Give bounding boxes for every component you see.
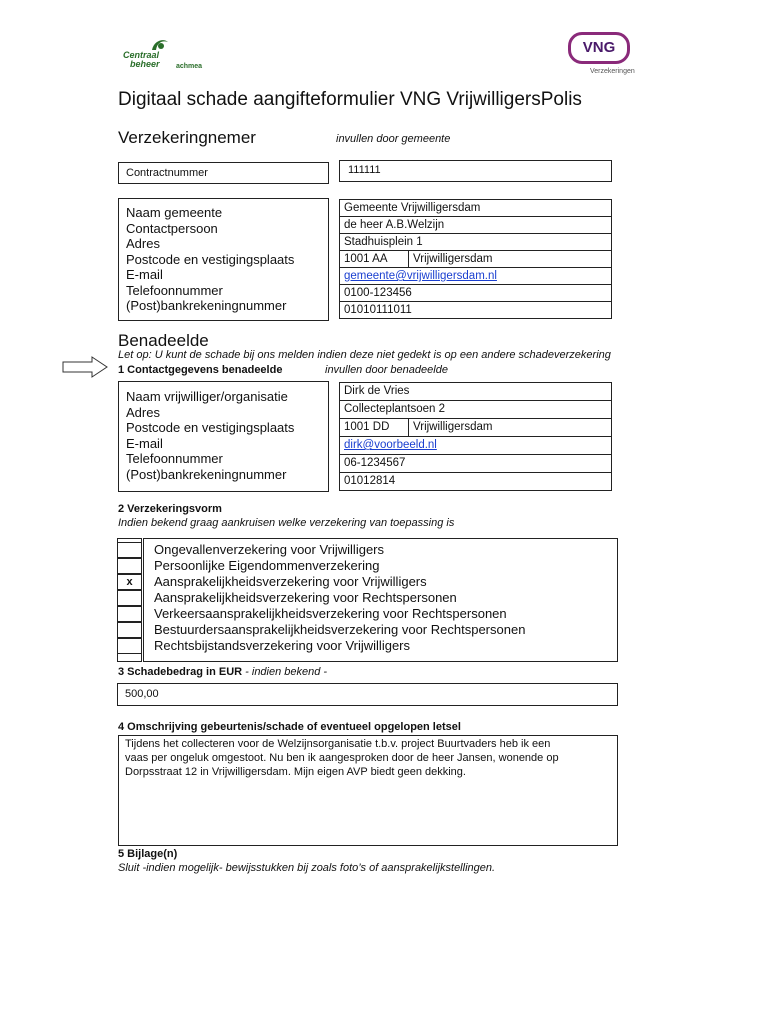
bijlage-heading: 5 Bijlage(n) [118,848,178,860]
omschrijving-line: Tijdens het collecteren voor de Welzijnsorganisatie t.b.v. project Buurtvaders heb ik een [125,738,551,750]
contact-subheading: 1 Contactgegevens benadeelde [118,364,283,376]
adres-field[interactable]: Stadhuisplein 1 [339,233,612,251]
email-field[interactable] [339,267,612,285]
logo-text-line2: beheer [130,59,160,69]
option-label: Rechtsbijstandsverzekering voor Vrijwilligers [154,638,411,653]
option-checkbox[interactable] [117,622,142,638]
schadebedrag-title: 3 Schadebedrag in EUR [118,666,243,678]
telefoon-field[interactable]: 06-1234567 [339,454,612,473]
label-naam-gemeente: Naam gemeente [126,205,223,220]
contract-label: Contractnummer [126,167,208,179]
option-checkbox[interactable] [117,590,142,606]
contract-number-field[interactable] [339,160,612,182]
naam-vrijwilliger-field[interactable]: Dirk de Vries [339,382,612,401]
plaats-field[interactable]: Vrijwilligersdam [408,250,612,268]
option-row[interactable] [117,590,618,606]
option-checkbox[interactable] [117,606,142,622]
section-note: invullen door gemeente [336,133,451,145]
option-label: Verkeersaansprakelijkheidsverzekering voor Rechtspersonen [154,606,507,621]
label-naam-vrijwilliger: Naam vrijwilliger/organisatie [126,389,288,404]
option-row[interactable] [117,574,618,590]
label-email: E-mail [126,435,163,451]
option-label: Persoonlijke Eigendommenverzekering [154,558,380,573]
label-postcode: Postcode en vestigingsplaats [126,420,295,435]
label-adres: Adres [126,404,160,420]
logo-text-line1: Centraal [123,50,160,60]
benadeelde-labels-box [118,381,329,492]
label-adres: Adres [126,236,160,251]
option-row[interactable] [117,542,618,558]
vng-name: VNG [582,39,616,56]
option-checkbox[interactable]: x [117,574,142,590]
contract-label-box [118,162,329,184]
contactpersoon-field[interactable]: de heer A.B.Welzijn [339,216,612,234]
verzekeringsvorm-heading: 2 Verzekeringsvorm [118,503,222,515]
bankrekening-field[interactable]: 01012814 [339,472,612,491]
vng-badge [568,32,630,64]
label-contactpersoon: Contactpersoon [126,220,218,236]
label-bankrekening: (Post)bankrekeningnummer [126,466,287,482]
centraal-beheer-logo [118,38,218,74]
option-label: Bestuurdersaansprakelijkheidsverzekering voor Rechtspersonen [154,622,526,637]
telefoon-field[interactable]: 0100-123456 [339,284,612,302]
page-title: Digitaal schade aangifteformulier VNG VrijwilligersPolis [118,89,582,110]
omschrijving-line: vaas per ongeluk omgestoot. Nu ben ik aangesproken door de heer Jansen, wonende op [125,752,559,764]
bankrekening-field[interactable]: 01010111011 [339,301,612,319]
label-telefoon: Telefoonnummer [126,451,223,466]
omschrijving-textarea[interactable] [118,735,618,846]
email-link[interactable]: dirk@voorbeeld.nl [344,439,437,451]
email-link[interactable]: gemeente@vrijwilligersdam.nl [344,270,497,282]
adres-field[interactable]: Collecteplantsoen 2 [339,400,612,419]
omschrijving-heading: 4 Omschrijving gebeurtenis/schade of eventueel opgelopen letsel [118,721,461,733]
schadebedrag-heading [118,666,327,678]
verzekeringnemer-labels-box [118,198,329,321]
option-row[interactable] [117,558,618,574]
verzekeringsvorm-note: Indien bekend graag aankruisen welke verzekering van toepassing is [118,517,455,529]
postcode-field[interactable]: 1001 AA [339,250,409,268]
bijlage-note: Sluit -indien mogelijk- bewijsstukken bij zoals foto’s of aansprakelijkstellingen. [118,862,496,874]
omschrijving-line: Dorpsstraat 12 in Vrijwilligersdam. Mijn eigen AVP biedt geen dekking. [125,766,466,778]
option-label: Aansprakelijkheidsverzekering voor Vrijwilligers [154,574,427,589]
achmea-text: achmea [176,63,203,70]
schadebedrag-field[interactable] [117,683,618,706]
label-email: E-mail [126,267,163,282]
schadebedrag-note: - indien bekend - [245,666,328,678]
option-checkbox[interactable] [117,638,142,654]
option-row[interactable] [117,622,618,638]
option-row[interactable] [117,606,618,622]
vng-subtitle: Verzekeringen [590,68,635,75]
schadebedrag-value: 500,00 [125,688,159,700]
option-label: Ongevallenverzekering voor Vrijwilligers [154,542,385,557]
benadeelde-note: invullen door benadeelde [325,364,448,376]
option-label: Aansprakelijkheidsverzekering voor Rechtspersonen [154,590,457,605]
arrow-right-icon [62,356,108,378]
option-checkbox[interactable] [117,542,142,558]
plaats-field[interactable]: Vrijwilligersdam [408,418,612,437]
option-row[interactable] [117,638,618,654]
vng-logo [566,32,640,78]
contract-number-value: 111111 [348,164,381,176]
warning-text: Let op: U kunt de schade bij ons melden indien deze niet gedekt is op een andere schadeverzekering [118,349,611,361]
section-heading-verzekeringnemer: Verzekeringnemer [118,128,256,147]
label-bankrekening: (Post)bankrekeningnummer [126,298,287,313]
option-checkbox[interactable] [117,558,142,574]
section-heading-benadeelde: Benadeelde [118,331,209,350]
postcode-field[interactable]: 1001 DD [339,418,409,437]
label-telefoon: Telefoonnummer [126,282,223,298]
email-field[interactable] [339,436,612,455]
naam-gemeente-field[interactable]: Gemeente Vrijwilligersdam [339,199,612,217]
label-postcode: Postcode en vestigingsplaats [126,251,295,267]
